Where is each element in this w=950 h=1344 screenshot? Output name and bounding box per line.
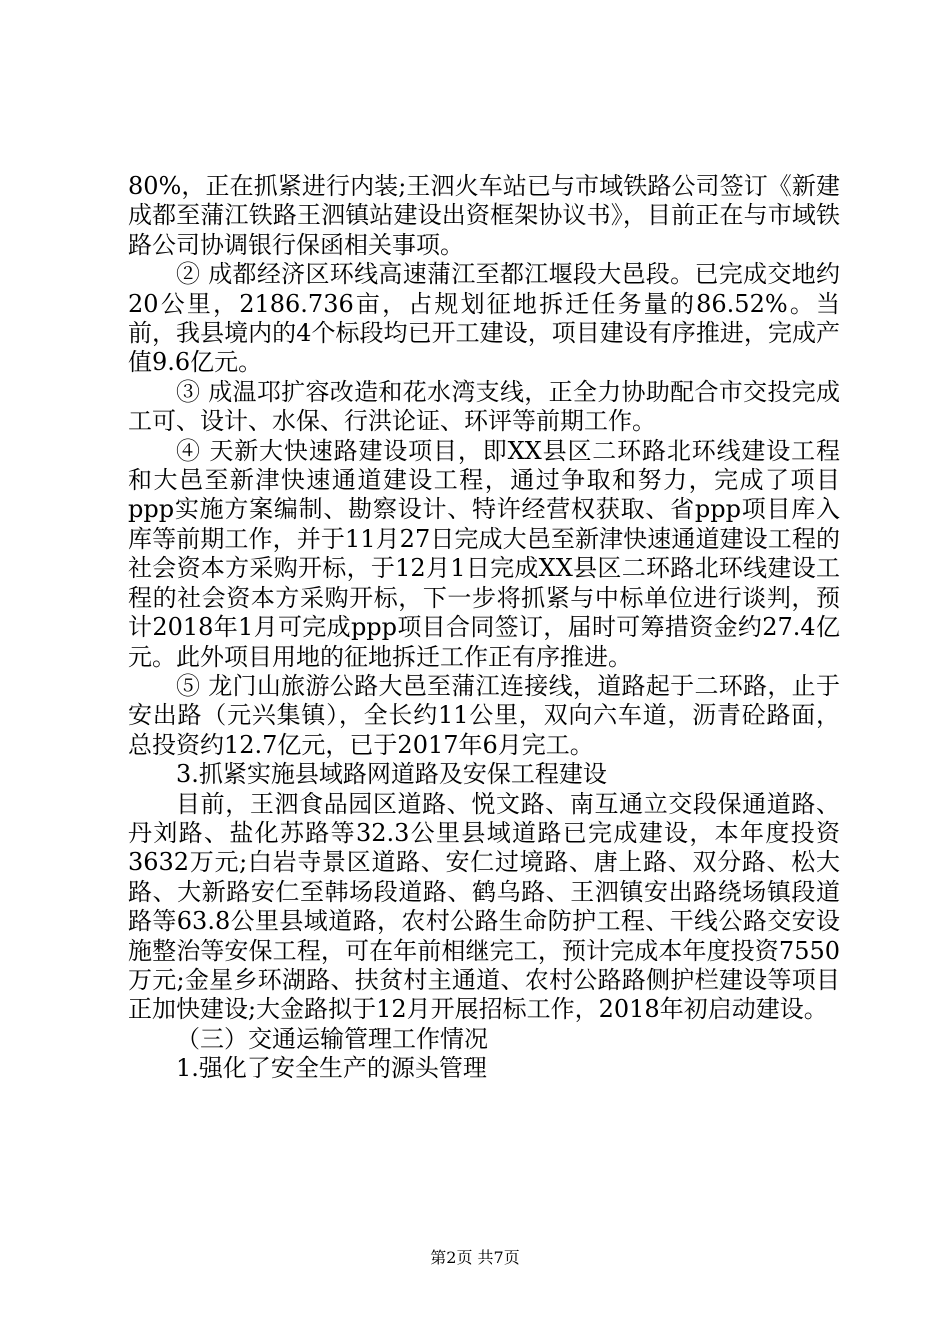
paragraph-item-4: ④ 天新大快速路建设项目，即XX县区二环路北环线建设工程和大邑至新津快速通道建设工程，通过争取和努力，完成了项目ppp实施方案编制、勘察设计、特许经营权获取、省ppp项目库入库等前期工作，并于11月27日完成大邑至新津快速通道建设工程的社会资本方采购开标，于12月1日完成XX县区二环路北环线建设工程的社会资本方采购开标，下一步将抓紧与中标单位进行谈判，预计2018年1月可完成ppp项目合同签订，届时可筹措资金约27.4亿元。此外项目用地的征地拆迁工作正有序推进。 xyxy=(128,436,840,671)
paragraph-continuation: 80%，正在抓紧进行内装;王泗火车站已与市域铁路公司签订《新建成都至蒲江铁路王泗镇站建设出资框架协议书》，目前正在与市域铁路公司协调银行保函相关事项。 xyxy=(128,172,840,259)
subheading-1: 1.强化了安全生产的源头管理 xyxy=(176,1054,487,1083)
paragraph-item-3: ③ 成温邛扩容改造和花水湾支线，正全力协助配合市交投完成工可、设计、水保、行洪论证、环评等前期工作。 xyxy=(128,377,840,436)
subheading-3: 3.抓紧实施县域路网道路及安保工程建设 xyxy=(176,760,607,789)
paragraph-road-network: 目前，王泗食品园区道路、悦文路、南互通立交段保通道路、丹刘路、盐化苏路等32.3公里县域道路已完成建设，本年度投资3632万元;白岩寺景区道路、安仁过境路、唐上路、双分路、松大路、大新路安仁至韩场段道路、鹤乌路、王泗镇安出路绕场镇段道路等63.8公里县域道路，农村公路生命防护工程、干线公路交安设施整治等安保工程，可在年前相继完工，预计完成本年度投资7550万元;金星乡环湖路、扶贫村主通道、农村公路路侧护栏建设等项目正加快建设;大金路拟于12月开展招标工作，2018年初启动建设。 xyxy=(128,789,840,1024)
paragraph-item-5: ⑤ 龙门山旅游公路大邑至蒲江连接线，道路起于二环路，止于安出路（元兴集镇），全长约11公里，双向六车道，沥青砼路面，总投资约12.7亿元，已于2017年6月完工。 xyxy=(128,671,840,759)
page-footer: 第2页 共7页 xyxy=(430,1248,520,1267)
section-heading-3: （三）交通运输管理工作情况 xyxy=(176,1024,488,1053)
document-body xyxy=(128,172,840,1084)
paragraph-item-2: ② 成都经济区环线高速蒲江至都江堰段大邑段。已完成交地约20公里，2186.736亩，占规划征地拆迁任务量的86.52%。当前，我县境内的4个标段均已开工建设，项目建设有序推进，完成产值9.6亿元。 xyxy=(128,260,840,377)
